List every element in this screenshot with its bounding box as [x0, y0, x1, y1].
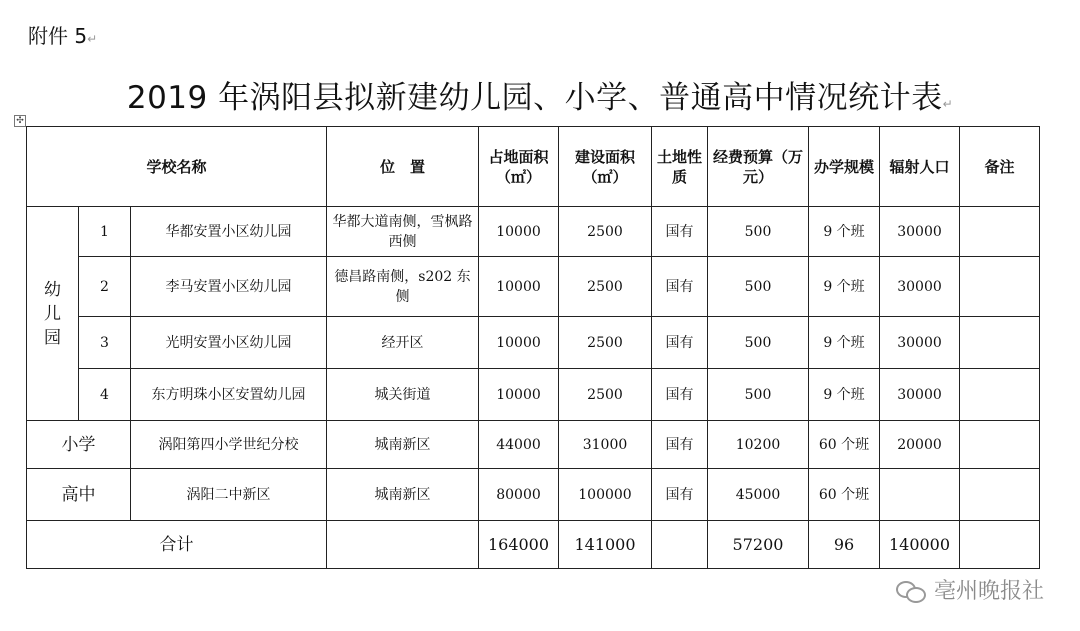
- remark: [960, 369, 1040, 421]
- total-land-nature: [652, 521, 708, 569]
- budget: 500: [708, 257, 809, 317]
- school-name: 华都安置小区幼儿园: [131, 207, 327, 257]
- header-scale: 办学规模: [809, 127, 880, 207]
- scale: 60 个班: [809, 469, 880, 521]
- school-location: 城关街道: [327, 369, 479, 421]
- build-area: 100000: [559, 469, 652, 521]
- radiation-pop: 20000: [880, 421, 960, 469]
- row-number: 3: [79, 317, 131, 369]
- school-name: 光明安置小区幼儿园: [131, 317, 327, 369]
- school-name: 东方明珠小区安置幼儿园: [131, 369, 327, 421]
- land-nature: 国有: [652, 317, 708, 369]
- school-location: 华都大道南侧，雪枫路西侧: [327, 207, 479, 257]
- radiation-pop: 30000: [880, 257, 960, 317]
- header-remarks: 备注: [960, 127, 1040, 207]
- land-nature: 国有: [652, 257, 708, 317]
- header-land-area: 占地面积（㎡）: [479, 127, 559, 207]
- row-number: 2: [79, 257, 131, 317]
- total-remark: [960, 521, 1040, 569]
- row-number: 4: [79, 369, 131, 421]
- land-area: 10000: [479, 257, 559, 317]
- total-row: [27, 521, 1040, 569]
- header-build-area: 建设面积（㎡）: [559, 127, 652, 207]
- land-area: 10000: [479, 369, 559, 421]
- table-move-handle-icon[interactable]: ✣: [14, 115, 26, 127]
- group-high: 高中: [27, 469, 131, 521]
- header-budget: 经费预算（万元）: [708, 127, 809, 207]
- table-row: [27, 207, 1040, 257]
- land-area: 10000: [479, 317, 559, 369]
- school-location: 城南新区: [327, 469, 479, 521]
- school-name: 涡阳第四小学世纪分校: [131, 421, 327, 469]
- header-land-nature: 土地性质: [652, 127, 708, 207]
- land-nature: 国有: [652, 469, 708, 521]
- build-area: 2500: [559, 207, 652, 257]
- watermark: [896, 574, 1044, 605]
- land-nature: 国有: [652, 369, 708, 421]
- total-location: [327, 521, 479, 569]
- remark: [960, 207, 1040, 257]
- build-area: 31000: [559, 421, 652, 469]
- header-location: 位 置: [327, 127, 479, 207]
- scale: 9 个班: [809, 317, 880, 369]
- attachment-label: 附件 5↵: [28, 24, 98, 48]
- table-row: [27, 421, 1040, 469]
- group-primary: 小学: [27, 421, 131, 469]
- land-nature: 国有: [652, 207, 708, 257]
- school-location: 城南新区: [327, 421, 479, 469]
- total-scale: 96: [809, 521, 880, 569]
- remark: [960, 257, 1040, 317]
- table-row: [27, 369, 1040, 421]
- build-area: 2500: [559, 257, 652, 317]
- header-school-name: 学校名称: [27, 127, 327, 207]
- header-row: [27, 127, 1040, 207]
- build-area: 2500: [559, 369, 652, 421]
- radiation-pop: 30000: [880, 317, 960, 369]
- radiation-pop: 30000: [880, 207, 960, 257]
- wechat-icon: [896, 579, 926, 601]
- total-label: 合计: [27, 521, 327, 569]
- school-name: 涡阳二中新区: [131, 469, 327, 521]
- scale: 9 个班: [809, 207, 880, 257]
- budget: 500: [708, 317, 809, 369]
- table-row: [27, 469, 1040, 521]
- budget: 500: [708, 369, 809, 421]
- radiation-pop: [880, 469, 960, 521]
- header-radiation-pop: 辐射人口: [880, 127, 960, 207]
- build-area: 2500: [559, 317, 652, 369]
- remark: [960, 421, 1040, 469]
- total-budget: 57200: [708, 521, 809, 569]
- scale: 60 个班: [809, 421, 880, 469]
- table-row: [27, 257, 1040, 317]
- group-kindergarten: 幼儿园: [27, 207, 79, 421]
- document-title: 2019 年涡阳县拟新建幼儿园、小学、普通高中情况统计表↵: [126, 80, 954, 116]
- land-area: 80000: [479, 469, 559, 521]
- remark: [960, 317, 1040, 369]
- budget: 500: [708, 207, 809, 257]
- total-land-area: 164000: [479, 521, 559, 569]
- scale: 9 个班: [809, 257, 880, 317]
- remark: [960, 469, 1040, 521]
- statistics-table: [26, 126, 1040, 569]
- land-nature: 国有: [652, 421, 708, 469]
- total-radiation-pop: 140000: [880, 521, 960, 569]
- school-location: 经开区: [327, 317, 479, 369]
- scale: 9 个班: [809, 369, 880, 421]
- school-location: 德昌路南侧，s202 东侧: [327, 257, 479, 317]
- watermark-text: 亳州晚报社: [933, 579, 1044, 604]
- radiation-pop: 30000: [880, 369, 960, 421]
- total-build-area: 141000: [559, 521, 652, 569]
- row-number: 1: [79, 207, 131, 257]
- land-area: 10000: [479, 207, 559, 257]
- budget: 10200: [708, 421, 809, 469]
- table-row: [27, 317, 1040, 369]
- school-name: 李马安置小区幼儿园: [131, 257, 327, 317]
- budget: 45000: [708, 469, 809, 521]
- land-area: 44000: [479, 421, 559, 469]
